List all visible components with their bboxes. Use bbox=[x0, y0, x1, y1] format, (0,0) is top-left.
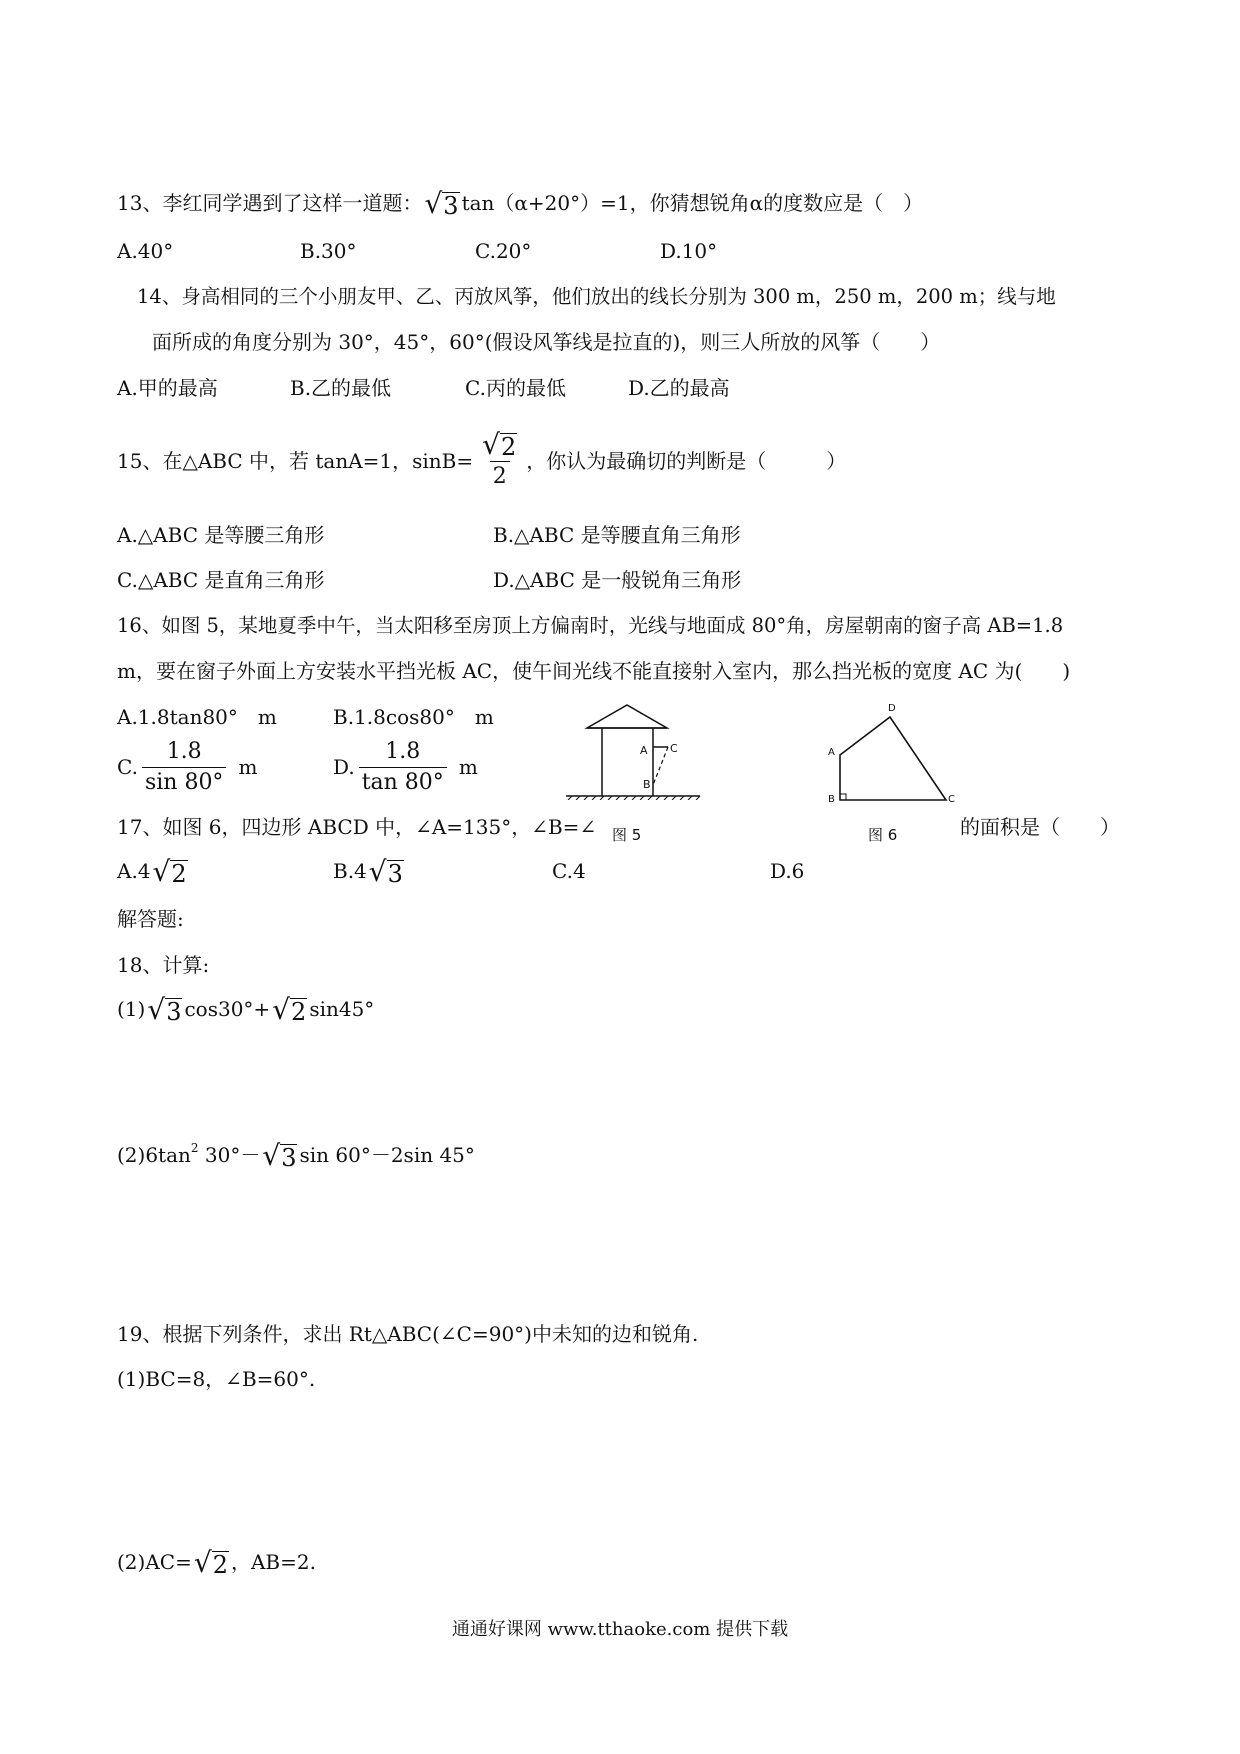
fraction-numerator bbox=[477, 428, 522, 461]
radicand: 2 bbox=[212, 1551, 228, 1579]
figure-6-drawing bbox=[820, 705, 970, 805]
expr-text: sin45° bbox=[309, 997, 375, 1021]
q13-text-pre: 13、李红同学遇到了这样一道题： bbox=[117, 191, 423, 215]
q17-stem-start: 17、如图 6，四边形 ABCD 中，∠A=135°，∠B=∠ bbox=[117, 815, 597, 839]
radicand: 2 bbox=[500, 433, 517, 461]
fraction-denominator: 2 bbox=[490, 461, 510, 492]
sqrt-2: √ 2 bbox=[152, 855, 187, 888]
figure-6-label-a: A bbox=[828, 747, 835, 758]
q14-stem-line2: 面所成的角度分别为 30°，45°，60°(假设风筝线是拉直的)，则三人所放的风筝（ ） bbox=[152, 330, 941, 354]
q13-option-b: B.30° bbox=[300, 239, 357, 263]
exponent: 2 bbox=[190, 1141, 199, 1155]
q13-option-c: C.20° bbox=[475, 239, 532, 263]
q17-option-d: D.6 bbox=[770, 859, 805, 883]
q16-option-c bbox=[117, 733, 257, 801]
figure-6-caption: 图 6 bbox=[868, 826, 898, 844]
radicand: 3 bbox=[387, 860, 403, 888]
footer: 通通好课网 www.tthaoke.com 提供下载 bbox=[451, 1619, 789, 1640]
q15-option-a: A.△ABC 是等腰三角形 bbox=[117, 523, 325, 547]
q15-text-pre: 15、在△ABC 中，若 tanA=1，sinB= bbox=[117, 449, 474, 473]
fraction-sqrt2-over-2 bbox=[477, 428, 522, 492]
part-label: (1) bbox=[117, 997, 146, 1021]
q13-stem bbox=[117, 189, 923, 219]
fraction-1.8-over-tan80 bbox=[359, 737, 447, 798]
q14-option-a: A.甲的最高 bbox=[117, 376, 218, 400]
expr-text: ，AB=2. bbox=[230, 1550, 316, 1574]
option-text: B.4 bbox=[333, 859, 367, 883]
q15-option-b: B.△ABC 是等腰直角三角形 bbox=[493, 523, 741, 547]
q16-option-d bbox=[333, 733, 478, 801]
figure-6-label-c: C bbox=[948, 794, 955, 805]
radicand: 3 bbox=[166, 998, 182, 1026]
q17-stem-end: 的面积是（ ） bbox=[960, 815, 1120, 839]
figure-5-label-c: C bbox=[670, 742, 678, 755]
fraction-1.8-over-sin80 bbox=[142, 737, 226, 798]
figure-5-label-b: B bbox=[643, 778, 651, 791]
sqrt-3: √ 3 bbox=[424, 187, 459, 220]
fraction-numerator: 1.8 bbox=[166, 738, 202, 764]
fraction-denominator: tan 80° bbox=[359, 767, 447, 798]
sqrt-3: √ 3 bbox=[147, 993, 182, 1026]
figure-5-label-a: A bbox=[640, 744, 648, 757]
q17-option-b bbox=[333, 857, 406, 887]
q15-option-c: C.△ABC 是直角三角形 bbox=[117, 568, 325, 592]
expr-text: 30°－ bbox=[198, 1143, 261, 1167]
sqrt-2: √ 2 bbox=[482, 428, 517, 461]
unit: m bbox=[458, 755, 478, 779]
q16-option-b: B.1.8cos80° m bbox=[333, 705, 494, 729]
unit: m bbox=[238, 755, 258, 779]
q16-option-a: A.1.8tan80° m bbox=[117, 705, 277, 729]
q14-stem-line1: 14、身高相同的三个小朋友甲、乙、丙放风筝，他们放出的线长分别为 300 m，250 m，200 m；线与地 bbox=[137, 285, 1056, 308]
sqrt-3: √ 3 bbox=[262, 1139, 297, 1172]
q13-option-a: A.40° bbox=[117, 239, 174, 263]
q14-option-d: D.乙的最高 bbox=[628, 376, 730, 400]
q14-option-c: C.丙的最低 bbox=[465, 376, 566, 400]
q19-part-2 bbox=[117, 1548, 316, 1578]
expr-text: sin 60°－2sin 45° bbox=[299, 1143, 475, 1167]
expr-text: cos30°+ bbox=[184, 997, 271, 1021]
figure-5 bbox=[560, 700, 720, 810]
q14-option-b: B.乙的最低 bbox=[290, 376, 392, 400]
q13-text-post: tan（α+20°）=1，你猜想锐角α的度数应是（ ） bbox=[461, 191, 924, 215]
section-heading: 解答题: bbox=[117, 907, 184, 931]
q18-title: 18、计算: bbox=[117, 953, 210, 977]
fraction-denominator: sin 80° bbox=[142, 767, 226, 798]
sqrt-2: √ 2 bbox=[193, 1546, 228, 1579]
q13-option-d: D.10° bbox=[660, 239, 718, 263]
q15-stem bbox=[117, 426, 846, 496]
q18-part-1 bbox=[117, 995, 374, 1025]
q16-stem-line2: m，要在窗子外面上方安装水平挡光板 AC，使午间光线不能直接射入室内，那么挡光板的宽度 AC 为( ) bbox=[117, 659, 1071, 683]
option-letter: D. bbox=[333, 755, 355, 779]
q16-stem-line1: 16、如图 5，某地夏季中午，当太阳移至房顶上方偏南时，光线与地面成 80°角，房屋朝南的窗子高 AB=1.8 bbox=[117, 614, 1064, 637]
q17-option-c: C.4 bbox=[552, 859, 586, 883]
figure-6-label-d: D bbox=[888, 703, 896, 714]
figure-6 bbox=[820, 705, 970, 805]
radicand: 3 bbox=[281, 1144, 297, 1172]
option-letter: C. bbox=[117, 755, 138, 779]
q18-part-2 bbox=[117, 1134, 475, 1171]
sqrt-3: √ 3 bbox=[368, 855, 403, 888]
option-text: A.4 bbox=[117, 859, 151, 883]
part-label: (2)6tan bbox=[117, 1143, 191, 1167]
q19-part-1: (1)BC=8，∠B=60°. bbox=[117, 1367, 316, 1391]
q17-option-a bbox=[117, 857, 190, 887]
radicand: 2 bbox=[291, 998, 307, 1026]
part-label: (2)AC= bbox=[117, 1550, 192, 1574]
q15-option-d: D.△ABC 是一般锐角三角形 bbox=[493, 568, 742, 592]
figure-6-label-b: B bbox=[828, 794, 835, 805]
q15-text-post: ，你认为最确切的判断是（ ） bbox=[526, 449, 847, 473]
q19-title: 19、根据下列条件，求出 Rt△ABC(∠C=90°)中未知的边和锐角. bbox=[117, 1322, 699, 1346]
radicand: 2 bbox=[171, 860, 187, 888]
radicand: 3 bbox=[443, 192, 459, 220]
fraction-numerator: 1.8 bbox=[385, 738, 421, 764]
sqrt-2: √ 2 bbox=[272, 993, 307, 1026]
figure-5-caption: 图 5 bbox=[612, 826, 642, 844]
